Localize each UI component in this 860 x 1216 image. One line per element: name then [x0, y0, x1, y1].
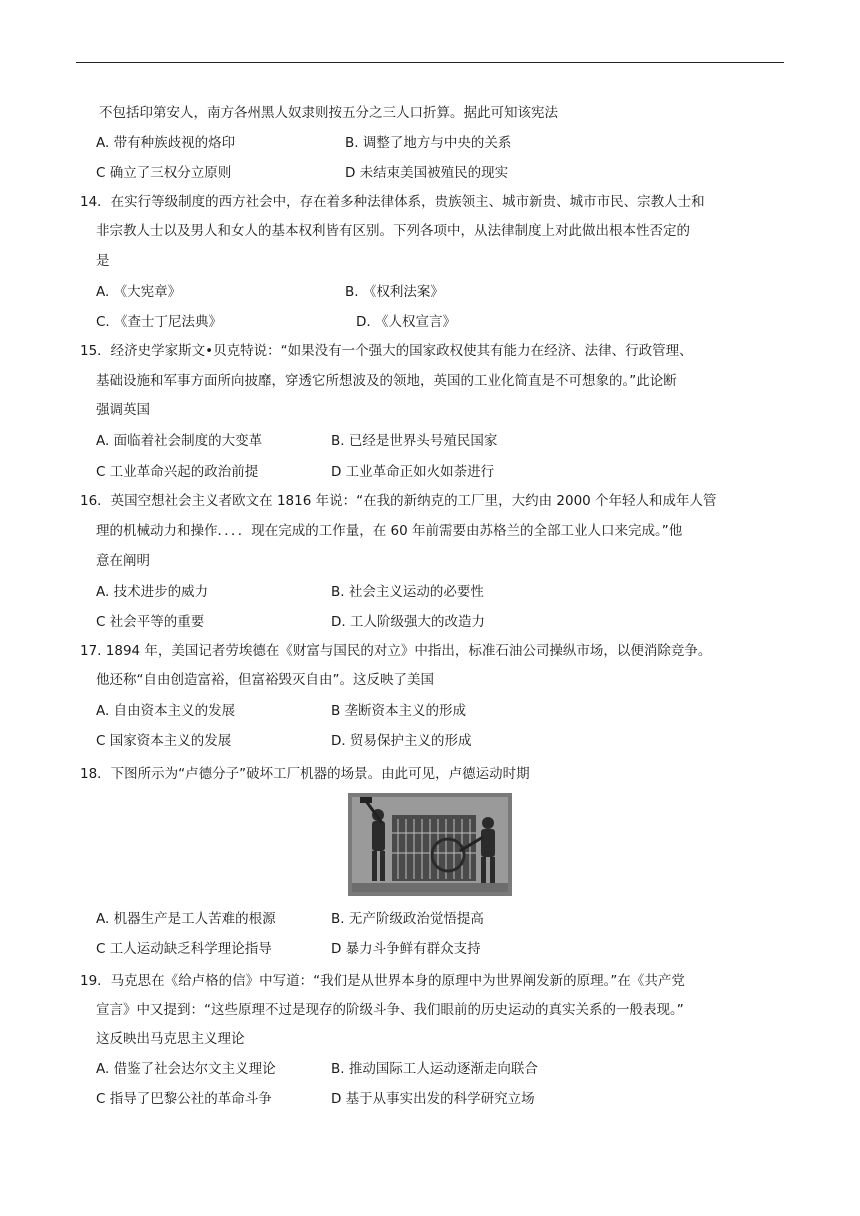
luddite-illustration — [348, 793, 512, 896]
header-rule — [76, 62, 784, 63]
q19-stem-line1: 19．马克思在《给卢格的信》中写道：“我们是从世界本身的原理中为世界阐发新的原理。”在《共产党 — [80, 973, 685, 989]
q13-option-c[interactable]: C 确立了三权分立原则 — [96, 165, 232, 181]
q19-option-c[interactable]: C 指导了巴黎公社的革命斗争 — [96, 1091, 272, 1107]
q19-stem-line2: 宣言》中又提到：“这些原理不过是现存的阶级斗争、我们眼前的历史运动的真实关系的一般表现。” — [96, 1002, 684, 1018]
q14-stem-line3: 是 — [96, 253, 110, 269]
q13-option-b[interactable]: B. 调整了地方与中央的关系 — [345, 135, 512, 151]
q16-option-d[interactable]: D. 工人阶级强大的改造力 — [331, 614, 485, 630]
q16-stem-line2: 理的机械动力和操作．．．．现在完成的工作量，在 60 年前需要由苏格兰的全部工业人口来完成。”他 — [96, 523, 683, 539]
q14-stem-line1: 14．在实行等级制度的西方社会中，存在着多种法律体系，贵族领主、城市新贵、城市市民、宗教人士和 — [80, 194, 705, 210]
q17-stem-line2: 他还称“自由创造富裕，但富裕毁灭自由”。这反映了美国 — [96, 672, 434, 688]
q13-stem-cont: 不包括印第安人，南方各州黑人奴隶则按五分之三人口折算。据此可知该宪法 — [99, 105, 558, 121]
q14-stem-line2: 非宗教人士以及男人和女人的基本权利皆有区别。下列各项中，从法律制度上对此做出根本性否定的 — [96, 223, 690, 239]
q15-option-c[interactable]: C 工业革命兴起的政治前提 — [96, 464, 259, 480]
q16-option-b[interactable]: B. 社会主义运动的必要性 — [331, 584, 484, 600]
q15-stem-line1: 15．经济史学家斯文•贝克特说：“如果没有一个强大的国家政权使其有能力在经济、法律、行政管理、 — [80, 343, 693, 359]
q18-option-d[interactable]: D 暴力斗争鲜有群众支持 — [331, 941, 481, 957]
q14-option-d[interactable]: D. 《人权宣言》 — [356, 314, 456, 330]
q16-stem-line1: 16．英国空想社会主义者欧文在 1816 年说：“在我的新纳克的工厂里，大约由 2000 个年轻人和成年人管 — [80, 493, 717, 509]
q19-option-b[interactable]: B. 推动国际工人运动逐渐走向联合 — [331, 1061, 538, 1077]
q18-option-c[interactable]: C 工人运动缺乏科学理论指导 — [96, 941, 272, 957]
q17-option-a[interactable]: A. 自由资本主义的发展 — [96, 703, 236, 719]
q17-stem-line1: 17. 1894 年，美国记者劳埃德在《财富与国民的对立》中指出，标准石油公司操纵市场，以便消除竞争。 — [80, 643, 712, 659]
q13-option-a[interactable]: A. 带有种族歧视的烙印 — [96, 135, 236, 151]
q16-stem-line3: 意在阐明 — [96, 553, 150, 569]
q15-stem-line3: 强调英国 — [96, 402, 150, 418]
q15-option-b[interactable]: B. 已经是世界头号殖民国家 — [331, 433, 498, 449]
q14-option-b[interactable]: B. 《权利法案》 — [345, 284, 444, 300]
q19-option-d[interactable]: D 基于从事实出发的科学研究立场 — [331, 1091, 535, 1107]
q16-option-a[interactable]: A. 技术进步的威力 — [96, 584, 209, 600]
q19-option-a[interactable]: A. 借鉴了社会达尔文主义理论 — [96, 1061, 276, 1077]
q14-option-c[interactable]: C. 《查士丁尼法典》 — [96, 314, 223, 330]
q18-option-b[interactable]: B. 无产阶级政治觉悟提高 — [331, 911, 484, 927]
q17-option-b[interactable]: B 垄断资本主义的形成 — [331, 703, 467, 719]
q16-option-c[interactable]: C 社会平等的重要 — [96, 614, 205, 630]
q14-option-a[interactable]: A. 《大宪章》 — [96, 284, 182, 300]
q17-option-c[interactable]: C 国家资本主义的发展 — [96, 733, 232, 749]
q15-option-d[interactable]: D 工业革命正如火如荼进行 — [331, 464, 495, 480]
q17-option-d[interactable]: D. 贸易保护主义的形成 — [331, 733, 472, 749]
q13-option-d[interactable]: D 未结束美国被殖民的现实 — [345, 165, 509, 181]
q18-option-a[interactable]: A. 机器生产是工人苦难的根源 — [96, 911, 276, 927]
q15-option-a[interactable]: A. 面临着社会制度的大变革 — [96, 433, 263, 449]
q18-stem-line1: 18．下图所示为“卢德分子”破坏工厂机器的场景。由此可见，卢德运动时期 — [80, 766, 530, 782]
q19-stem-line3: 这反映出马克思主义理论 — [96, 1031, 245, 1047]
q15-stem-line2: 基础设施和军事方面所向披靡，穿透它所想波及的领地，英国的工业化简直是不可想象的。”此论断 — [96, 373, 677, 389]
